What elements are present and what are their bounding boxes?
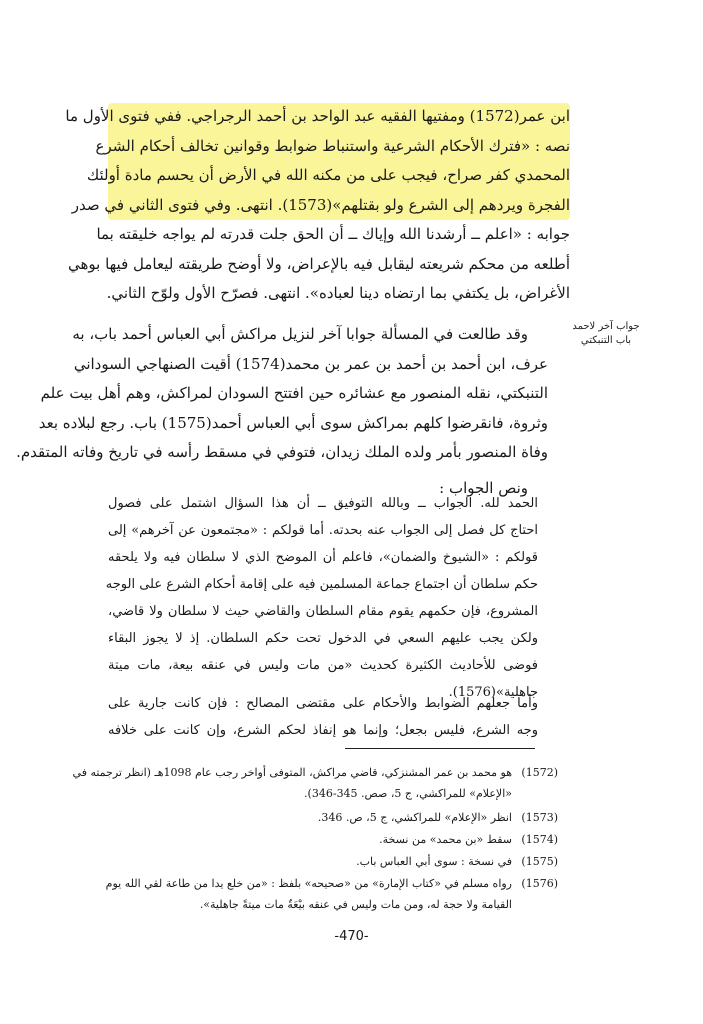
footnote-number: (1576) [521,877,558,890]
footnote-line: في نسخة : سوى أبي العباس باب. [356,855,512,868]
paragraph-line: وفاة المنصور بأمر ولده الملك زيدان، فتوفي في مسقط رأسه في تاريخ وفاته المتقدم. [16,443,548,461]
paragraph-line: الفجرة ويردهم إلى الشرع ولو بقتلهم»(1573). انتهى. وفي فتوى الثاني في صدر [71,195,570,214]
quote-line: الحمد لله. الجواب ــ وبالله التوفيق ــ أن هذا السؤال اشتمل على فصول [108,496,538,511]
footnote-line: القيامة ولا حجة له، ومن مات وليس في عنقه بيْعَةٌ مات ميتةً جاهلية». [199,898,512,911]
paragraph-line: نصه : «فترك الأحكام الشرعية واستنباط ضوابط وقوانين تخالف أحكام الشرع [95,136,570,155]
quoted-answer-continued [108,690,538,744]
footnote [118,851,558,872]
footnote-line: رواه مسلم في «كتاب الإمارة» من «صحيحه» بلفظ : «من خلع يدا من طاعة لقي الله يوم [105,877,512,890]
paragraph-line: وقد طالعت في المسألة جوابا آخر لنزيل مراكش أبي العباس أحمد باب، به [72,325,528,343]
margin-note-line: باب التنبكتي [580,335,632,346]
quote-line: احتاج كل فصل إلى الجواب عنه بحدته. أما قولكم : «مجتمعون عن آخرهم» إلى [108,523,538,538]
paragraph-2 [16,320,548,468]
paragraph-line: ابن عمر(1572) ومفتيها الفقيه عبد الواحد بن أحمد الرجراجي. ففي فتوى الأول ما [65,107,570,125]
quote-line: قولكم : «الشيوخ والضمان»، فاعلم أن الموضح الذي لا سلطان فيه ولا يلحقه [108,550,538,565]
footnote-text [72,762,512,804]
paragraph-line: عرف، ابن أحمد بن أحمد بن عمر بن محمد(1574) أقيت الصنهاجي السوداني [73,354,548,373]
quote-line: حكم سلطان أن اجتماع جماعة المسلمين فيه على إقامة أحكام الشرع على الوجه [105,577,538,592]
footnote [105,873,558,915]
footnote-number: (1572) [521,766,558,779]
footnote [118,829,558,850]
footnote-line: انظر «الإعلام» للمراكشي، ج 5، ص. 346. [317,811,512,824]
quote-line: ولكن يجب عليهم السعي في الدخول تحت حكم السلطان. إذ لا يجوز البقاء [108,631,538,646]
quoted-answer [105,490,538,706]
footnote-text [105,873,512,915]
footnote-line: هو محمد بن عمر المشنزكي، قاضي مراكش، المتوفى أواخر رجب عام 1098هـ (انظر ترجمته في [72,766,512,779]
paragraph-line: وثروة، فانقرضوا كلهم بمراكش سوى أبي العباس أحمد(1575) باب. رجع لبلاده بعد [38,413,548,432]
quote-line: جاهلية»(1576). [448,685,538,700]
footnote-text [118,829,512,850]
footnote-number: (1575) [521,855,558,868]
footnote-number: (1574) [521,833,558,846]
paragraph-line: أطلعه من محكم شريعته ليقابل فيه بالإعراض، ولا أوضح طريقته ليعامل فيها بوهي [67,254,570,273]
footnote-line: سقط «بن محمد» من نسخة. [379,833,512,846]
margin-note-line: جواب آخر لاحمد [572,321,640,332]
paragraph-line: المحمدي كفر صراح، فيجب على من مكنه الله في الأرض أن يحسم مادة أولئك [86,166,570,184]
paragraph-line: التنبكتي، نقله المنصور مع عشائره حين افتتح السودان لمراكش، وهم أهل بيت علم [40,384,548,402]
footnote-separator [345,748,535,749]
page-number: -470- [334,929,369,944]
paragraph-line: الأغراض، بل يكتفي بما ارتضاه دينا لعباده». انتهى. فصرّح الأول ولوّح الثاني. [106,284,570,302]
margin-note [560,320,652,348]
quote-line: وجه الشرع، فليس بجعل؛ وإنما هو إنفاذ لحكم الشرع، وإن كانت على خلافه [108,723,538,738]
footnote-line: «الإعلام» للمراكشي، ج 5، صص. 345-346). [304,787,512,800]
footnote-text [118,807,512,828]
paragraph-line: جوابه : «اعلم ــ أرشدنا الله وإياك ــ أن الحق جلت قدرته لم يواجه خليقته بما [96,225,570,243]
footnote-number: (1573) [521,811,558,824]
quote-line: المشروع، فإن حكمهم يقوم مقام السلطان والقاضي حيث لا سلطان ولا قاضي، [108,604,538,619]
footnote-text [118,851,512,872]
answer-heading-text: ونص الجواب : [439,479,528,497]
quote-line: فوضى للأحاديث الكثيرة كحديث «من مات وليس في عنقه بيعة، مات ميتة [108,658,538,673]
footnote [72,762,558,804]
footnote [118,807,558,828]
quote-line: وأما جعلهم الضوابط والأحكام على مقتضى المصالح : فإن كانت جارية على [108,696,538,711]
paragraph-1 [65,102,570,309]
